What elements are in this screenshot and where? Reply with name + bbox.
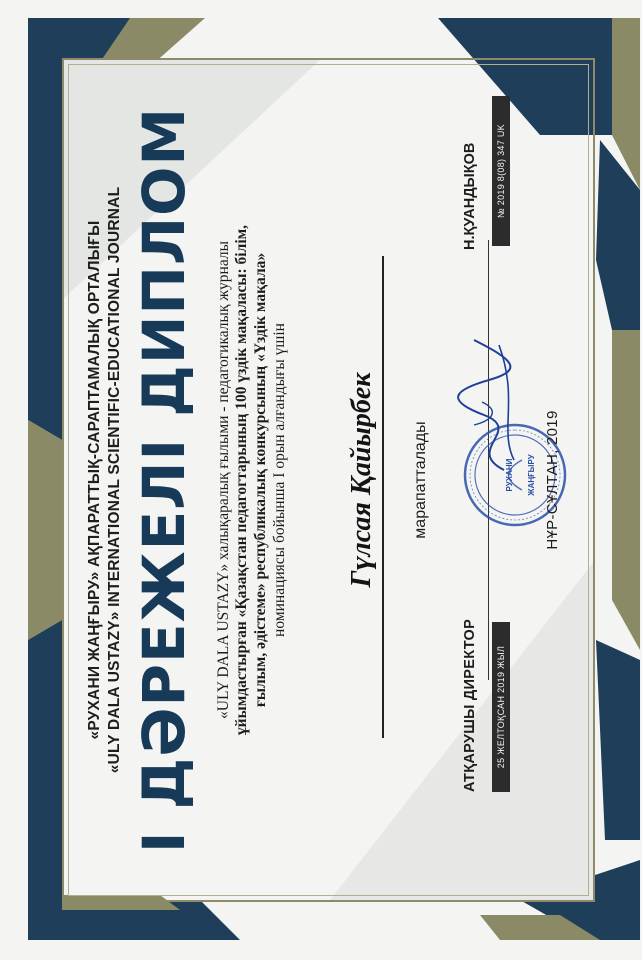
description-line-1: «ULY DALA USTAZY» халықаралық ғылыми - педагогикалық журналы (215, 241, 232, 719)
date-badge: 25 ЖЕЛТОҚСАН 2019 ЖЫЛ (492, 622, 510, 792)
description-line-3: ғылым, әдістеме» республикалық конкурсының «Үздік мақала» (252, 252, 269, 708)
organization-line-2: «ULY DALA USTAZY» INTERNATIONAL SCIENTIFIC-EDUCATIONAL JOURNAL (106, 186, 123, 774)
recipient-underline (382, 256, 384, 738)
signature-icon (444, 330, 534, 480)
svg-text:ЖАҢҒЫРУ: ЖАҢҒЫРУ (527, 454, 536, 496)
description-line-2: ұйымдастырған «Қазақстан педагогтарының 100 үздік мақаласы: білім, (233, 224, 250, 736)
awarded-text: марапатталады (412, 421, 429, 539)
recipient-name: Гүлсая Қайырбек (346, 372, 377, 588)
signatory-name: Н.ҚУАНДЫҚОВ (462, 142, 478, 250)
svg-text:РУХАНИ: РУХАНИ (505, 458, 514, 492)
organization-line-1: «РУХАНИ ЖАҢҒЫРУ» АҚПАРАТТЫҚ-САРАПТАМАЛЫҚ ОРТАЛЫҒЫ (86, 220, 103, 740)
diploma-title: І ДӘРЕЖЕЛІ ДИПЛОМ (130, 106, 198, 854)
signatory-role: АТҚАРУШЫ ДИРЕКТОР (462, 618, 478, 792)
description-line-4: номинациясы бойынша І орын алғандығы үшін (271, 323, 288, 637)
number-badge: № 2019 8(08) 347 UK (492, 96, 510, 246)
city-year: НҰР-СҰЛТАН, 2019 (544, 410, 561, 550)
diploma-content (64, 50, 594, 910)
